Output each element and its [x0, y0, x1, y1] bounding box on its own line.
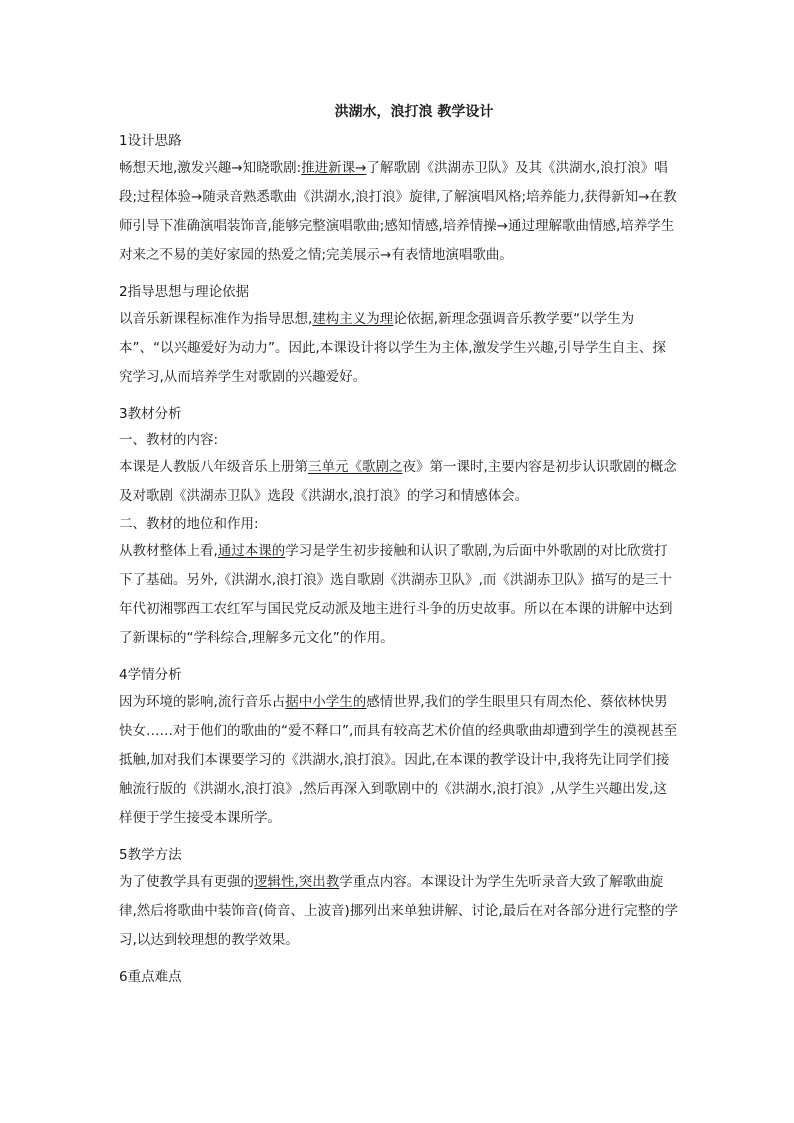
text-run: 夜》第一课时,主要内容是初步认识歌剧的概念及对歌剧《洪湖赤卫队》选段《洪湖水,浪打浪》的学习和情感体会。: [119, 459, 677, 504]
paragraph-material-role: [119, 537, 679, 653]
paragraph-student-analysis: [119, 688, 679, 833]
underlined-text: 三单元《歌剧之: [308, 459, 403, 475]
section-heading-guiding-thought: 2指导思想与理论依据: [119, 284, 250, 300]
text-run: 本课是人教版八年级音乐上册第: [119, 459, 308, 475]
paragraph-material-content: [119, 453, 679, 511]
underlined-text: 据中小学生的: [285, 694, 367, 710]
page-title: 洪湖水，浪打浪 教学设计: [334, 104, 494, 120]
section-heading-design-idea: 1设计思路: [119, 133, 182, 149]
section-heading-teaching-method: 5教学方法: [119, 847, 182, 863]
subheading-material-content: 一、教材的内容:: [119, 432, 219, 448]
text-run: 为了使教学具有更强的: [119, 874, 254, 890]
section-heading-key-points: 6重点难点: [119, 969, 182, 985]
document-body: [119, 100, 679, 990]
text-run: 学习是学生初步接触和认识了歌剧,为后面中外歌剧的对比欣赏打下了基础。另外,《洪湖水,浪打浪》选自歌剧《洪湖赤卫队》,而《洪湖赤卫队》描写的是三十年代初湘鄂西工农红军与国民党反动派及地主进行斗争的历史故事。所以在本课的讲解中达到了新课标的“学科综合,理解多元文化”的作用。: [119, 543, 673, 646]
underlined-text: 推进新课→: [301, 160, 367, 176]
text-run: 畅想天地,激发兴趣→知晓歌剧:: [119, 160, 302, 176]
text-run: 学重点内容。本课设计为学生先听录音大致了解歌曲旋律,然后将歌曲中装饰音(倚音、上波音)挪列出来单独讲解、讨论,最后在对各部分进行完整的学习,以达到较理想的教学效果。: [119, 874, 679, 948]
section-heading-student-analysis: 4学情分析: [119, 667, 182, 683]
subheading-material-role: 二、教材的地位和作用:: [119, 516, 259, 532]
underlined-text: 建构主义为理: [312, 311, 394, 327]
section-heading-material-analysis: 3教材分析: [119, 406, 182, 422]
text-run: 因为环境的影响,流行音乐占: [119, 694, 286, 710]
underlined-text: 逻辑性,突出教: [254, 874, 340, 890]
underlined-text: 通过本课的: [217, 543, 286, 559]
text-run: 感情世界,我们的学生眼里只有周杰伦、蔡依林快男快女……对于他们的歌曲的“爱不释口”,而具有较高艺术价值的经典歌曲却遭到学生的漠视甚至抵触,加对我们本课要学习的《洪湖水,浪打浪》。因此,在本课的教学设计中,我将先让同学们接触流行版的《洪湖水,浪打浪》,然后再深入到歌剧中的《洪湖水,浪打浪》,从学生兴趣出发,这样便于学生接受本课所学。: [119, 694, 678, 826]
text-run: 以音乐新课程标准作为指导思想,: [119, 311, 313, 327]
text-run: 论依据,新理念强调音乐教学要“以学生为本”、“以兴趣爱好为动力”。因此,本课设计将以学生为主体,激发学生兴趣,引导学生自主、探究学习,从而培养学生对歌剧的兴趣爱好。: [119, 311, 666, 385]
paragraph-design-idea: [119, 154, 679, 270]
paragraph-teaching-method: [119, 868, 679, 955]
paragraph-guiding-thought: [119, 305, 679, 392]
text-run: 了解歌剧《洪湖赤卫队》及其《洪湖水,浪打浪》唱段;过程体验→随录音熟悉歌曲《洪湖水,浪打浪》旋律,了解演唱风格;培养能力,获得新知→在教师引导下准确演唱装饰音,能够完整演唱歌曲;感知情感,培养情操→通过理解歌曲情感,培养学生对来之不易的美好家园的热爱之情;完美展示→有表情地演唱歌曲。: [119, 160, 677, 263]
text-run: 从教材整体上看,: [119, 543, 218, 559]
